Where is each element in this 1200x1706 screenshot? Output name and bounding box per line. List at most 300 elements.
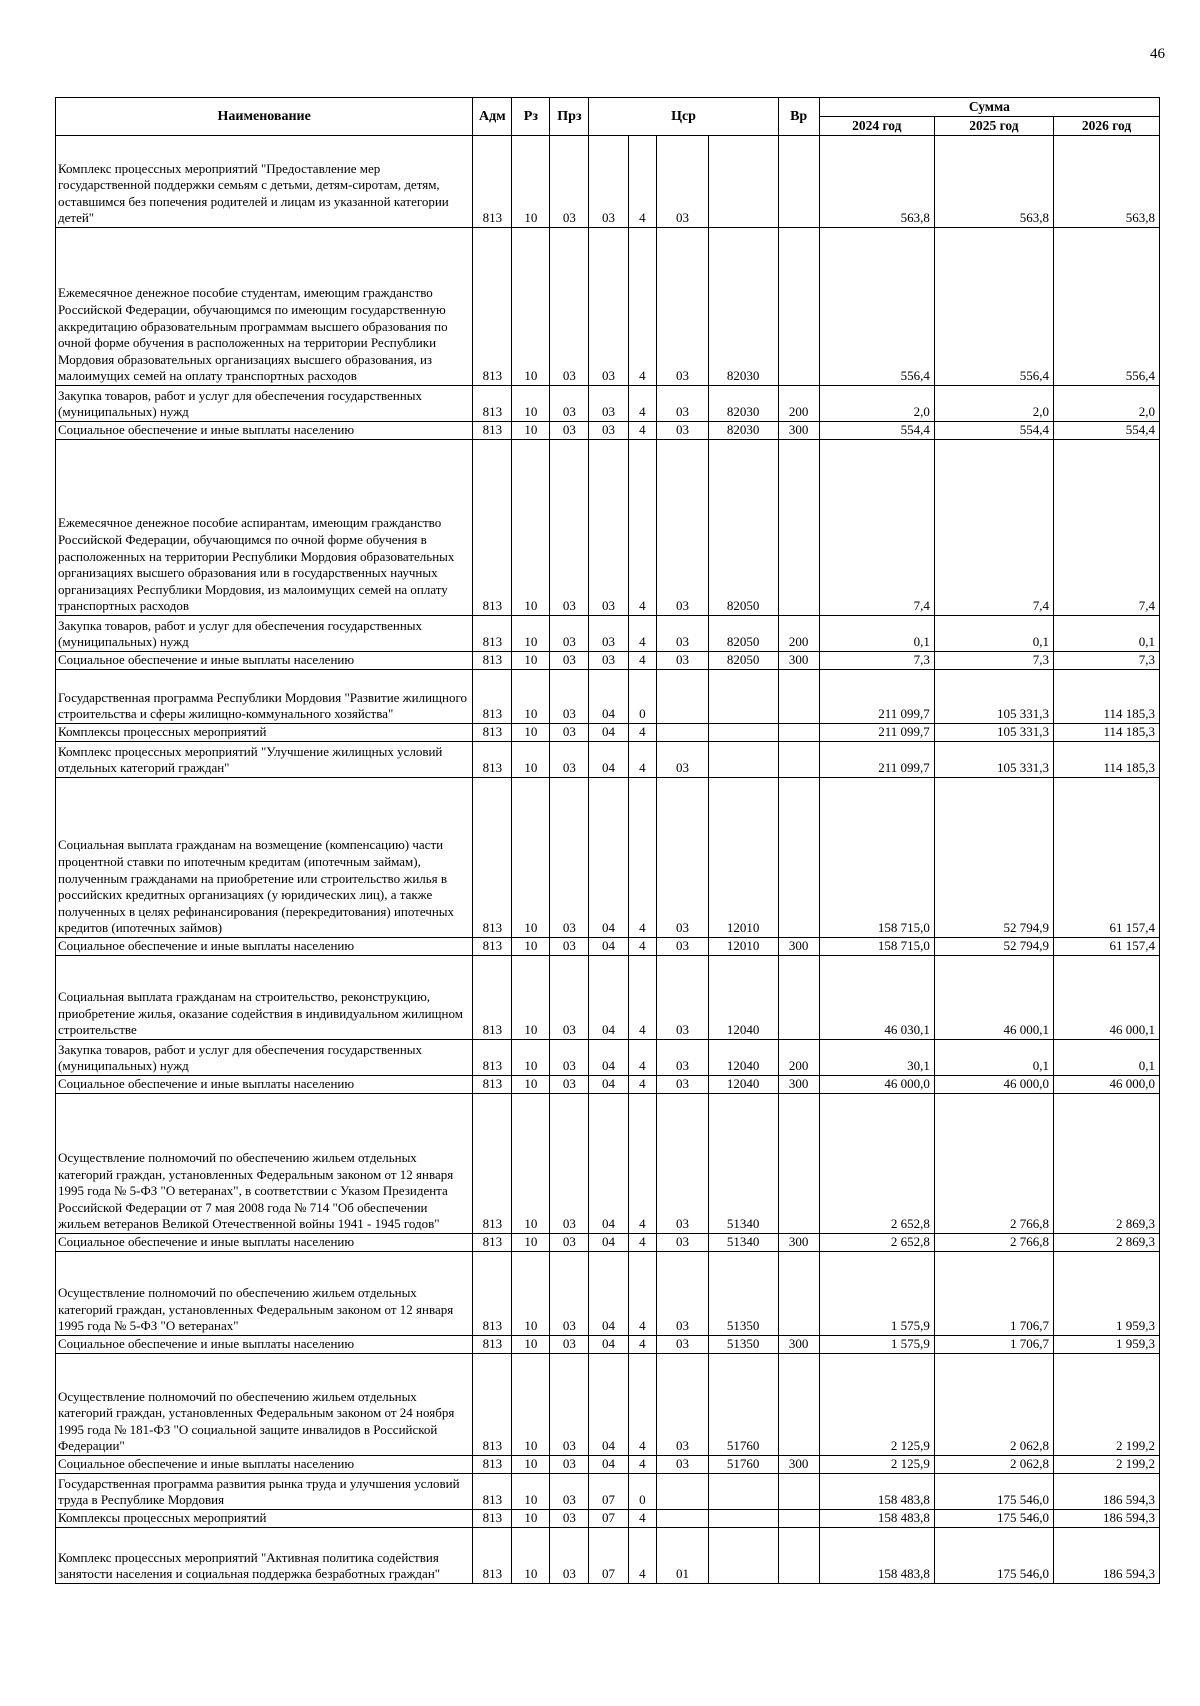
header-vr: Вр (778, 98, 819, 136)
row-vr (778, 670, 819, 724)
table-row (56, 778, 1160, 938)
row-sum-2025: 105 331,3 (934, 742, 1053, 778)
row-name: Социальное обеспечение и иные выплаты населению (56, 422, 473, 440)
row-sum-2026: 61 157,4 (1054, 938, 1160, 956)
row-name: Комплексы процессных мероприятий (56, 1510, 473, 1528)
table-header (56, 98, 1160, 136)
row-tsr-part2: 0 (628, 670, 657, 724)
row-rz: 10 (512, 724, 550, 742)
table-row (56, 136, 1160, 228)
row-tsr-part4: 51760 (708, 1456, 778, 1474)
row-prz: 03 (550, 1510, 589, 1528)
row-sum-2024: 2 125,9 (819, 1354, 934, 1456)
row-rz: 10 (512, 652, 550, 670)
row-tsr-part4 (708, 1510, 778, 1528)
row-name: Осуществление полномочий по обеспечению жильем отдельных категорий граждан, установленных Федеральным законом от 12 января 1995 года № 5-ФЗ "О ветеранах" (56, 1252, 473, 1336)
row-sum-2025: 554,4 (934, 422, 1053, 440)
row-vr: 300 (778, 1456, 819, 1474)
row-name: Государственная программа развития рынка труда и улучшения условий труда в Республике Мордовия (56, 1474, 473, 1510)
row-name: Социальное обеспечение и иные выплаты населению (56, 1234, 473, 1252)
row-vr: 300 (778, 652, 819, 670)
row-name: Комплексы процессных мероприятий (56, 724, 473, 742)
row-tsr-part3: 03 (657, 938, 708, 956)
row-tsr-part4: 51350 (708, 1336, 778, 1354)
row-rz: 10 (512, 616, 550, 652)
row-rz: 10 (512, 742, 550, 778)
row-vr: 300 (778, 1234, 819, 1252)
row-sum-2025: 2 062,8 (934, 1456, 1053, 1474)
row-tsr-part1: 04 (589, 778, 628, 938)
row-tsr-part2: 4 (628, 1528, 657, 1584)
row-prz: 03 (550, 386, 589, 422)
table-row (56, 1234, 1160, 1252)
row-tsr-part3: 03 (657, 1234, 708, 1252)
row-vr (778, 1474, 819, 1510)
row-sum-2026: 46 000,1 (1054, 956, 1160, 1040)
row-sum-2026: 114 185,3 (1054, 670, 1160, 724)
row-tsr-part2: 4 (628, 1336, 657, 1354)
row-sum-2026: 7,4 (1054, 440, 1160, 616)
row-tsr-part1: 03 (589, 652, 628, 670)
row-tsr-part4: 12010 (708, 778, 778, 938)
row-sum-2025: 46 000,1 (934, 956, 1053, 1040)
row-sum-2025: 2 766,8 (934, 1234, 1053, 1252)
row-prz: 03 (550, 778, 589, 938)
row-sum-2024: 158 715,0 (819, 778, 934, 938)
row-rz: 10 (512, 1040, 550, 1076)
row-rz: 10 (512, 670, 550, 724)
row-vr: 200 (778, 616, 819, 652)
row-adm: 813 (473, 1456, 512, 1474)
row-sum-2024: 7,3 (819, 652, 934, 670)
row-rz: 10 (512, 1336, 550, 1354)
header-rz: Рз (512, 98, 550, 136)
row-rz: 10 (512, 228, 550, 386)
row-adm: 813 (473, 1474, 512, 1510)
row-tsr-part1: 04 (589, 1336, 628, 1354)
row-tsr-part2: 4 (628, 778, 657, 938)
table-row (56, 670, 1160, 724)
row-tsr-part3: 03 (657, 616, 708, 652)
row-sum-2024: 211 099,7 (819, 670, 934, 724)
table-body (56, 136, 1160, 1584)
row-sum-2025: 175 546,0 (934, 1474, 1053, 1510)
row-tsr-part3: 03 (657, 1252, 708, 1336)
row-tsr-part3: 03 (657, 742, 708, 778)
row-prz: 03 (550, 1336, 589, 1354)
row-tsr-part4 (708, 724, 778, 742)
row-sum-2024: 158 715,0 (819, 938, 934, 956)
row-tsr-part2: 4 (628, 724, 657, 742)
row-prz: 03 (550, 1252, 589, 1336)
row-prz: 03 (550, 724, 589, 742)
row-sum-2026: 554,4 (1054, 422, 1160, 440)
row-sum-2024: 7,4 (819, 440, 934, 616)
row-tsr-part3 (657, 1474, 708, 1510)
row-vr (778, 956, 819, 1040)
row-tsr-part2: 4 (628, 742, 657, 778)
row-sum-2026: 2 199,2 (1054, 1354, 1160, 1456)
row-prz: 03 (550, 938, 589, 956)
row-adm: 813 (473, 670, 512, 724)
row-name: Комплекс процессных мероприятий "Предоставление мер государственной поддержки семьям с детьми, детям-сиротам, детям, оставшимся без попечения родителей и лицам из указанной категории детей" (56, 136, 473, 228)
row-sum-2024: 1 575,9 (819, 1252, 934, 1336)
table-row (56, 938, 1160, 956)
row-rz: 10 (512, 1474, 550, 1510)
table-row (56, 956, 1160, 1040)
row-sum-2026: 186 594,3 (1054, 1528, 1160, 1584)
row-sum-2024: 554,4 (819, 422, 934, 440)
header-tsr: Цср (589, 98, 778, 136)
row-tsr-part1: 04 (589, 1094, 628, 1234)
row-tsr-part1: 04 (589, 724, 628, 742)
row-tsr-part4 (708, 1474, 778, 1510)
row-sum-2024: 2,0 (819, 386, 934, 422)
row-sum-2024: 158 483,8 (819, 1510, 934, 1528)
row-sum-2025: 2 766,8 (934, 1094, 1053, 1234)
row-adm: 813 (473, 386, 512, 422)
row-name: Ежемесячное денежное пособие студентам, имеющим гражданство Российской Федерации, обучающимся по имеющим государственную аккредитацию образовательным программам высшего образования по очной форме обучения в расположенных на территории Республики Мордовия образовательных организациях высшего образования, из малоимущих семей на оплату транспортных расходов (56, 228, 473, 386)
row-tsr-part4 (708, 742, 778, 778)
row-adm: 813 (473, 1040, 512, 1076)
row-vr (778, 136, 819, 228)
row-tsr-part1: 04 (589, 1040, 628, 1076)
table-row (56, 422, 1160, 440)
row-sum-2025: 46 000,0 (934, 1076, 1053, 1094)
header-year-2024: 2024 год (819, 117, 934, 136)
row-tsr-part4: 82050 (708, 440, 778, 616)
row-tsr-part1: 03 (589, 616, 628, 652)
row-name: Закупка товаров, работ и услуг для обеспечения государственных (муниципальных) нужд (56, 386, 473, 422)
row-adm: 813 (473, 440, 512, 616)
header-prz: Прз (550, 98, 589, 136)
row-sum-2025: 105 331,3 (934, 724, 1053, 742)
row-rz: 10 (512, 1076, 550, 1094)
row-adm: 813 (473, 956, 512, 1040)
row-sum-2024: 2 652,8 (819, 1094, 934, 1234)
row-tsr-part3: 03 (657, 228, 708, 386)
row-adm: 813 (473, 136, 512, 228)
row-sum-2025: 2,0 (934, 386, 1053, 422)
row-tsr-part2: 4 (628, 1510, 657, 1528)
row-tsr-part3: 01 (657, 1528, 708, 1584)
row-tsr-part1: 04 (589, 1252, 628, 1336)
row-tsr-part1: 04 (589, 1456, 628, 1474)
header-summa: Сумма (819, 98, 1159, 117)
row-name: Комплекс процессных мероприятий "Улучшение жилищных условий отдельных категорий граждан" (56, 742, 473, 778)
row-tsr-part3: 03 (657, 956, 708, 1040)
table-row (56, 1094, 1160, 1234)
row-tsr-part3 (657, 670, 708, 724)
row-prz: 03 (550, 670, 589, 724)
row-tsr-part3: 03 (657, 422, 708, 440)
row-adm: 813 (473, 1234, 512, 1252)
row-tsr-part3: 03 (657, 440, 708, 616)
row-rz: 10 (512, 1528, 550, 1584)
row-tsr-part1: 04 (589, 742, 628, 778)
header-year-2026: 2026 год (1054, 117, 1160, 136)
row-tsr-part3: 03 (657, 386, 708, 422)
row-adm: 813 (473, 1252, 512, 1336)
row-tsr-part2: 4 (628, 616, 657, 652)
row-adm: 813 (473, 1354, 512, 1456)
row-sum-2026: 2 199,2 (1054, 1456, 1160, 1474)
table-row (56, 386, 1160, 422)
row-vr (778, 1528, 819, 1584)
row-adm: 813 (473, 1076, 512, 1094)
table-row (56, 1456, 1160, 1474)
row-prz: 03 (550, 228, 589, 386)
row-tsr-part4: 82050 (708, 616, 778, 652)
row-sum-2025: 52 794,9 (934, 778, 1053, 938)
table-row (56, 1354, 1160, 1456)
table-row (56, 1528, 1160, 1584)
table-row (56, 724, 1160, 742)
row-adm: 813 (473, 422, 512, 440)
row-adm: 813 (473, 742, 512, 778)
row-prz: 03 (550, 616, 589, 652)
row-sum-2024: 211 099,7 (819, 742, 934, 778)
row-tsr-part3: 03 (657, 136, 708, 228)
row-tsr-part1: 07 (589, 1474, 628, 1510)
row-sum-2024: 158 483,8 (819, 1474, 934, 1510)
row-vr (778, 228, 819, 386)
row-name: Социальное обеспечение и иные выплаты населению (56, 1076, 473, 1094)
row-vr (778, 1354, 819, 1456)
row-sum-2026: 2 869,3 (1054, 1234, 1160, 1252)
row-adm: 813 (473, 1510, 512, 1528)
row-tsr-part4: 12040 (708, 1040, 778, 1076)
row-prz: 03 (550, 956, 589, 1040)
row-tsr-part3: 03 (657, 1456, 708, 1474)
budget-table (55, 97, 1160, 1584)
row-tsr-part2: 4 (628, 136, 657, 228)
row-name: Социальная выплата гражданам на строительство, реконструкцию, приобретение жилья, оказание содействия в индивидуальном жилищном строительстве (56, 956, 473, 1040)
row-sum-2026: 46 000,0 (1054, 1076, 1160, 1094)
row-sum-2026: 7,3 (1054, 652, 1160, 670)
row-prz: 03 (550, 440, 589, 616)
table-row (56, 742, 1160, 778)
table-row (56, 440, 1160, 616)
row-prz: 03 (550, 742, 589, 778)
row-tsr-part3 (657, 724, 708, 742)
row-tsr-part1: 04 (589, 1076, 628, 1094)
row-sum-2025: 52 794,9 (934, 938, 1053, 956)
row-sum-2026: 186 594,3 (1054, 1510, 1160, 1528)
row-adm: 813 (473, 938, 512, 956)
row-vr (778, 1252, 819, 1336)
row-sum-2025: 556,4 (934, 228, 1053, 386)
row-sum-2026: 1 959,3 (1054, 1336, 1160, 1354)
row-tsr-part2: 4 (628, 228, 657, 386)
row-tsr-part2: 4 (628, 1354, 657, 1456)
row-rz: 10 (512, 956, 550, 1040)
row-tsr-part4: 12010 (708, 938, 778, 956)
row-name: Ежемесячное денежное пособие аспирантам, имеющим гражданство Российской Федерации, обучающимся по очной форме обучения в расположенных на территории Республики Мордовия образовательных организациях высшего образования или в государственных научных организациях Республики Мордовия, из малоимущих семей на оплату транспортных расходов (56, 440, 473, 616)
table-row (56, 228, 1160, 386)
row-tsr-part1: 04 (589, 956, 628, 1040)
row-sum-2025: 563,8 (934, 136, 1053, 228)
row-adm: 813 (473, 652, 512, 670)
row-prz: 03 (550, 1094, 589, 1234)
row-tsr-part4: 51760 (708, 1354, 778, 1456)
header-adm: Адм (473, 98, 512, 136)
row-name: Социальное обеспечение и иные выплаты населению (56, 938, 473, 956)
row-sum-2026: 1 959,3 (1054, 1252, 1160, 1336)
row-tsr-part3: 03 (657, 1354, 708, 1456)
row-adm: 813 (473, 616, 512, 652)
row-vr (778, 742, 819, 778)
table-row (56, 1474, 1160, 1510)
row-tsr-part4: 51350 (708, 1252, 778, 1336)
row-adm: 813 (473, 1094, 512, 1234)
row-rz: 10 (512, 136, 550, 228)
row-prz: 03 (550, 1528, 589, 1584)
row-rz: 10 (512, 440, 550, 616)
row-tsr-part2: 4 (628, 1094, 657, 1234)
row-sum-2026: 0,1 (1054, 1040, 1160, 1076)
row-rz: 10 (512, 1510, 550, 1528)
row-prz: 03 (550, 1040, 589, 1076)
table-row (56, 1040, 1160, 1076)
row-name: Закупка товаров, работ и услуг для обеспечения государственных (муниципальных) нужд (56, 1040, 473, 1076)
row-tsr-part2: 4 (628, 1234, 657, 1252)
row-tsr-part2: 4 (628, 1252, 657, 1336)
row-tsr-part3: 03 (657, 1040, 708, 1076)
row-sum-2024: 30,1 (819, 1040, 934, 1076)
row-vr: 300 (778, 422, 819, 440)
row-tsr-part4: 82050 (708, 652, 778, 670)
row-rz: 10 (512, 386, 550, 422)
row-rz: 10 (512, 778, 550, 938)
row-tsr-part4: 12040 (708, 1076, 778, 1094)
row-tsr-part2: 4 (628, 1040, 657, 1076)
row-tsr-part3: 03 (657, 1336, 708, 1354)
row-vr: 200 (778, 1040, 819, 1076)
row-tsr-part1: 03 (589, 228, 628, 386)
row-tsr-part1: 07 (589, 1528, 628, 1584)
row-tsr-part1: 07 (589, 1510, 628, 1528)
row-vr: 300 (778, 938, 819, 956)
row-sum-2026: 61 157,4 (1054, 778, 1160, 938)
row-prz: 03 (550, 652, 589, 670)
row-tsr-part2: 4 (628, 1076, 657, 1094)
row-tsr-part4: 82030 (708, 386, 778, 422)
row-tsr-part4: 51340 (708, 1234, 778, 1252)
row-name: Осуществление полномочий по обеспечению жильем отдельных категорий граждан, установленных Федеральным законом от 24 ноября 1995 года № 181-ФЗ "О социальной защите инвалидов в Российской Федерации" (56, 1354, 473, 1456)
row-sum-2025: 1 706,7 (934, 1336, 1053, 1354)
table-row (56, 652, 1160, 670)
row-tsr-part3: 03 (657, 1094, 708, 1234)
row-adm: 813 (473, 778, 512, 938)
row-vr (778, 440, 819, 616)
row-sum-2024: 0,1 (819, 616, 934, 652)
row-sum-2026: 563,8 (1054, 136, 1160, 228)
row-prz: 03 (550, 1354, 589, 1456)
row-name: Государственная программа Республики Мордовия "Развитие жилищного строительства и сферы жилищно-коммунального хозяйства" (56, 670, 473, 724)
header-name: Наименование (56, 98, 473, 136)
row-adm: 813 (473, 724, 512, 742)
row-sum-2025: 175 546,0 (934, 1510, 1053, 1528)
row-sum-2026: 114 185,3 (1054, 742, 1160, 778)
row-tsr-part1: 04 (589, 938, 628, 956)
table-row (56, 1252, 1160, 1336)
row-sum-2024: 1 575,9 (819, 1336, 934, 1354)
row-sum-2025: 0,1 (934, 616, 1053, 652)
row-tsr-part4 (708, 1528, 778, 1584)
row-tsr-part1: 03 (589, 440, 628, 616)
header-year-2025: 2025 год (934, 117, 1053, 136)
row-rz: 10 (512, 1234, 550, 1252)
row-rz: 10 (512, 422, 550, 440)
row-sum-2024: 2 125,9 (819, 1456, 934, 1474)
row-prz: 03 (550, 1474, 589, 1510)
row-tsr-part2: 4 (628, 652, 657, 670)
row-prz: 03 (550, 1234, 589, 1252)
row-tsr-part2: 4 (628, 1456, 657, 1474)
row-tsr-part4: 51340 (708, 1094, 778, 1234)
row-tsr-part2: 4 (628, 956, 657, 1040)
row-sum-2026: 2 869,3 (1054, 1094, 1160, 1234)
row-sum-2025: 0,1 (934, 1040, 1053, 1076)
row-tsr-part4 (708, 136, 778, 228)
row-tsr-part3: 03 (657, 778, 708, 938)
table-row (56, 1510, 1160, 1528)
row-sum-2025: 1 706,7 (934, 1252, 1053, 1336)
row-tsr-part1: 03 (589, 136, 628, 228)
row-tsr-part3: 03 (657, 652, 708, 670)
row-sum-2024: 563,8 (819, 136, 934, 228)
row-tsr-part1: 04 (589, 670, 628, 724)
row-sum-2026: 2,0 (1054, 386, 1160, 422)
row-tsr-part2: 0 (628, 1474, 657, 1510)
row-prz: 03 (550, 1456, 589, 1474)
row-tsr-part3 (657, 1510, 708, 1528)
row-prz: 03 (550, 422, 589, 440)
row-tsr-part2: 4 (628, 422, 657, 440)
row-adm: 813 (473, 1336, 512, 1354)
row-vr: 300 (778, 1336, 819, 1354)
row-vr (778, 724, 819, 742)
row-adm: 813 (473, 228, 512, 386)
row-tsr-part4 (708, 670, 778, 724)
row-name: Комплекс процессных мероприятий "Активная политика содействия занятости населения и социальная поддержка безработных граждан" (56, 1528, 473, 1584)
row-tsr-part4: 82030 (708, 228, 778, 386)
table-row (56, 1336, 1160, 1354)
row-rz: 10 (512, 1354, 550, 1456)
row-sum-2026: 556,4 (1054, 228, 1160, 386)
row-rz: 10 (512, 1094, 550, 1234)
table-row (56, 1076, 1160, 1094)
row-sum-2025: 175 546,0 (934, 1528, 1053, 1584)
row-adm: 813 (473, 1528, 512, 1584)
row-sum-2025: 105 331,3 (934, 670, 1053, 724)
row-rz: 10 (512, 1252, 550, 1336)
row-prz: 03 (550, 136, 589, 228)
row-sum-2025: 7,4 (934, 440, 1053, 616)
row-tsr-part2: 4 (628, 440, 657, 616)
row-tsr-part4: 12040 (708, 956, 778, 1040)
page-number: 46 (1150, 46, 1165, 62)
row-tsr-part2: 4 (628, 386, 657, 422)
row-tsr-part1: 04 (589, 1354, 628, 1456)
row-rz: 10 (512, 938, 550, 956)
row-sum-2024: 46 030,1 (819, 956, 934, 1040)
row-sum-2024: 556,4 (819, 228, 934, 386)
row-name: Социальная выплата гражданам на возмещение (компенсацию) части процентной ставки по ипотечным кредитам (ипотечным займам), полученным гражданами на приобретение или строительство жилья в российских кредитных организациях (у юридических лиц), а также полученных в целях рефинансирования (перекредитования) ипотечных кредитов (ипотечных займов) (56, 778, 473, 938)
row-vr: 200 (778, 386, 819, 422)
row-name: Осуществление полномочий по обеспечению жильем отдельных категорий граждан, установленных Федеральным законом от 12 января 1995 года № 5-ФЗ "О ветеранах", в соответствии с Указом Президента Российской Федерации от 7 мая 2008 года № 714 "Об обеспечении жильем ветеранов Великой Отечественной войны 1941 - 1945 годов" (56, 1094, 473, 1234)
